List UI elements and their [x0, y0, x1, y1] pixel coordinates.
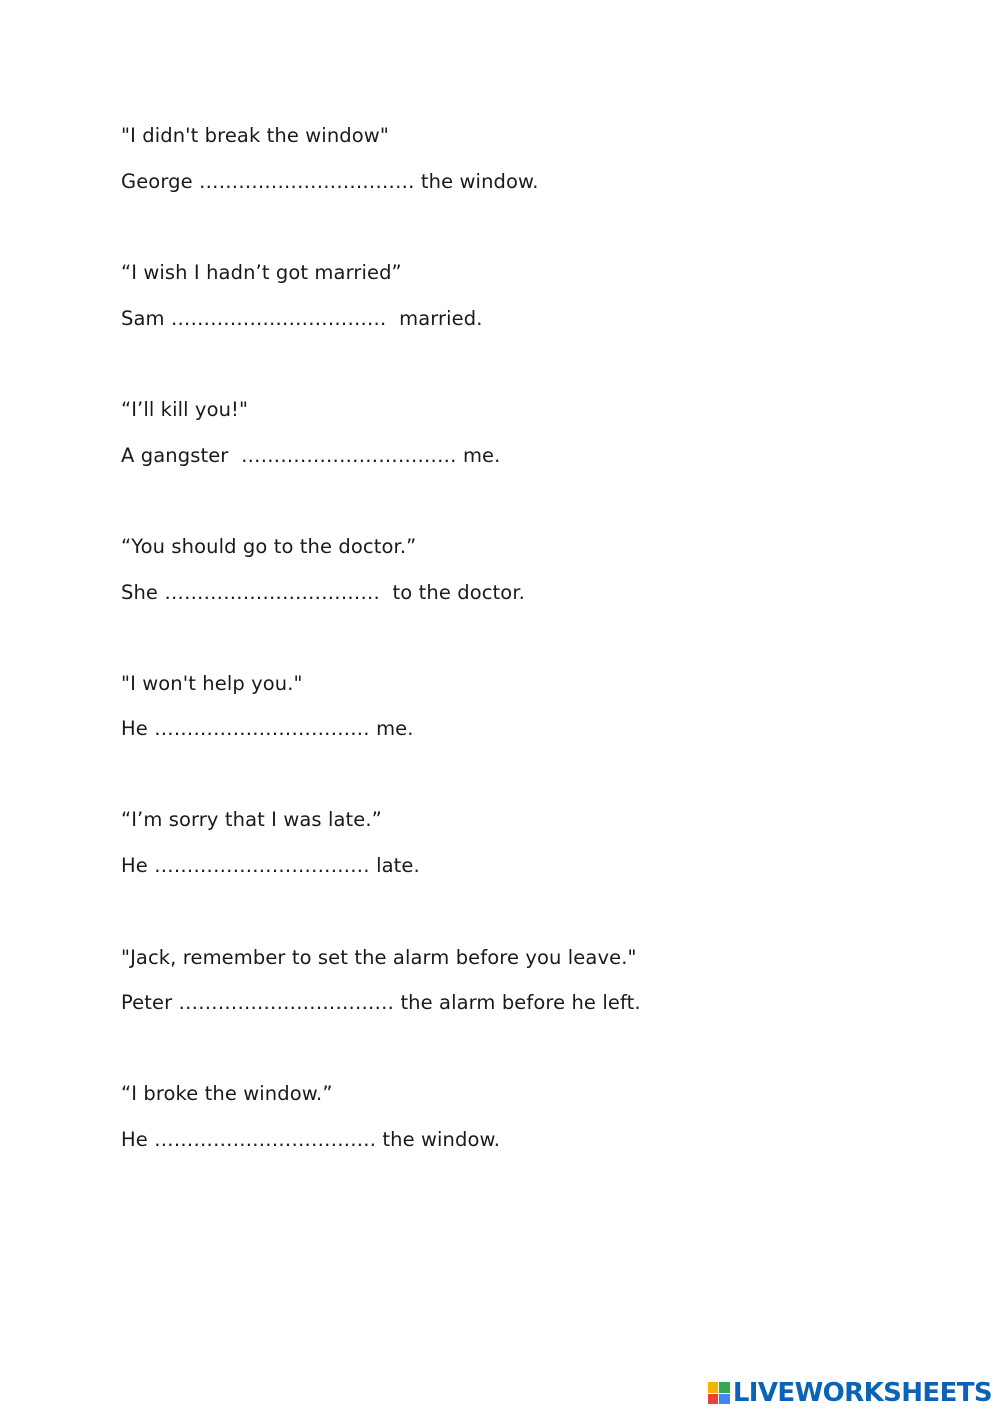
- quote-line-1: "I didn't break the window": [121, 124, 389, 147]
- answer-suffix: the alarm before he left.: [394, 991, 641, 1014]
- answer-prefix: He: [121, 1128, 155, 1151]
- answer-line-7: [121, 990, 641, 1016]
- answer-suffix: me.: [456, 444, 501, 467]
- answer-prefix: She: [121, 581, 165, 604]
- answer-line-1: [121, 169, 539, 195]
- answer-suffix: late.: [369, 854, 420, 877]
- answer-suffix: to the doctor.: [379, 581, 525, 604]
- liveworksheets-logo[interactable]: [708, 1378, 992, 1408]
- answer-prefix: Sam: [121, 307, 171, 330]
- answer-suffix: married.: [386, 307, 483, 330]
- quote-line-4: “You should go to the doctor.”: [121, 535, 417, 558]
- quote-line-3: “I’ll kill you!": [121, 398, 249, 421]
- answer-blank-6[interactable]: ……………………………: [154, 854, 370, 877]
- answer-prefix: George: [121, 170, 199, 193]
- answer-suffix: the window.: [414, 170, 539, 193]
- answer-prefix: He: [121, 717, 155, 740]
- answer-blank-8[interactable]: …………………………….: [154, 1128, 377, 1151]
- answer-blank-7[interactable]: ……………………………: [178, 991, 395, 1014]
- quote-line-5: "I won't help you.": [121, 672, 303, 695]
- answer-suffix: the window.: [376, 1128, 501, 1151]
- answer-blank-5[interactable]: ……………………………: [154, 717, 370, 740]
- answer-line-4: [121, 580, 525, 606]
- answer-blank-1[interactable]: ……………………………: [199, 170, 415, 193]
- answer-prefix: A gangster: [121, 444, 242, 467]
- answer-line-2: [121, 306, 483, 332]
- answer-suffix: me.: [369, 717, 414, 740]
- answer-prefix: Peter: [121, 991, 179, 1014]
- quote-line-2: “I wish I hadn’t got married”: [121, 261, 402, 284]
- logo-text: LIVEWORKSHEETS: [732, 1378, 992, 1408]
- quote-line-8: “I broke the window.”: [121, 1082, 333, 1105]
- worksheet: [121, 0, 941, 1300]
- answer-line-5: [121, 716, 414, 742]
- answer-blank-2[interactable]: ……………………………: [170, 307, 387, 330]
- liveworksheets-logo-icon: [708, 1382, 730, 1404]
- answer-line-6: [121, 853, 420, 879]
- quote-line-6: “I’m sorry that I was late.”: [121, 808, 382, 831]
- quote-line-7: "Jack, remember to set the alarm before you leave.": [121, 946, 637, 969]
- answer-blank-3[interactable]: ……………………………: [241, 444, 457, 467]
- answer-line-3: [121, 443, 500, 469]
- answer-prefix: He: [121, 854, 155, 877]
- answer-line-8: [121, 1127, 500, 1153]
- answer-blank-4[interactable]: ……………………………: [164, 581, 380, 604]
